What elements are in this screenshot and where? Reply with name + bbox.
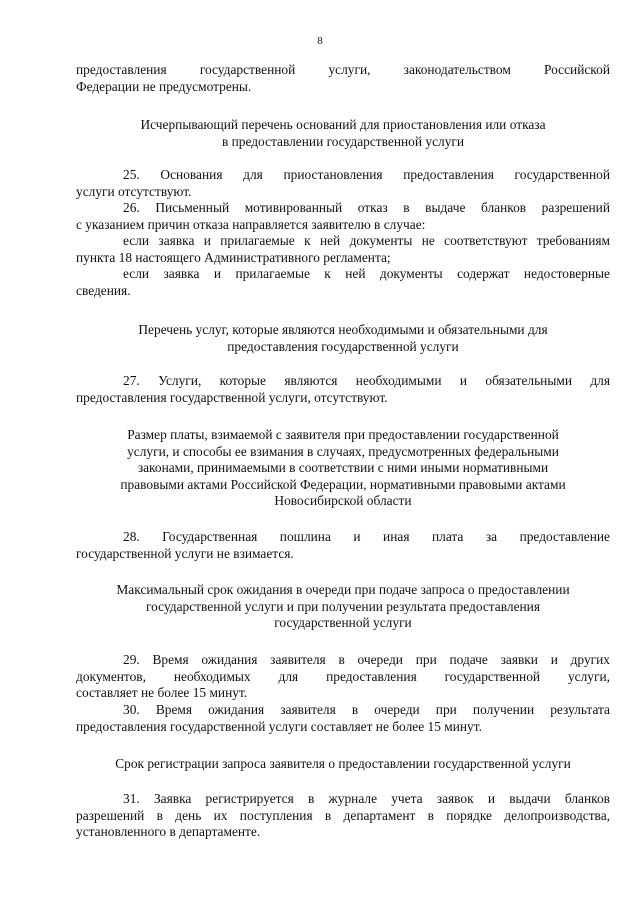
page-number: 8 (317, 35, 323, 47)
heading-line: правовыми актами Российской Федерации, нормативными правовыми актами (120, 476, 566, 492)
section-heading-refusal-grounds (76, 117, 610, 150)
heading-line: государственной услуги и при получении результата предоставления (145, 598, 541, 614)
text-line: документов, необходимых для предоставления государственной услуги, (76, 668, 610, 684)
section-heading-fee (76, 427, 610, 510)
section-heading-registration-term (76, 756, 610, 773)
text-line: 30. Время ожидания заявителя в очереди при получении результата (123, 702, 610, 717)
text-line: предоставления государственной услуги, законодательством Российской (76, 62, 610, 77)
heading-line: Срок регистрации запроса заявителя о предоставлении государственной услуги (115, 756, 571, 771)
text-line: услуги отсутствуют. (76, 183, 192, 199)
text-line: Федерации не предусмотрены. (76, 78, 252, 94)
paragraph-31 (76, 791, 610, 841)
text-line: сведения. (76, 282, 131, 298)
paragraph-29 (76, 652, 610, 702)
heading-line: предоставления государственной услуги (227, 338, 459, 354)
text-line: пункта 18 настоящего Административного регламента; (76, 249, 391, 265)
heading-line: законами, принимаемыми в соответствии с ними иными нормативными (137, 460, 549, 475)
paragraph-27 (76, 373, 610, 406)
heading-line: Новосибирской области (274, 493, 412, 508)
section-heading-queue-time (76, 582, 610, 632)
text-line: предоставления государственной услуги составляет не более 15 минут. (76, 718, 482, 734)
text-line: установленного в департаменте. (76, 824, 261, 839)
text-line: 31. Заявка регистрируется в журнале учета заявок и выдачи бланков (123, 791, 610, 806)
text-line: 29. Время ожидания заявителя в очереди при подаче заявки и других (123, 652, 610, 667)
text-line: 28. Государственная пошлина и иная плата за предоставление (123, 529, 610, 544)
heading-line: в предоставлении государственной услуги (221, 133, 465, 149)
heading-line: Перечень услуг, которые являются необходимыми и обязательными для (138, 322, 548, 337)
text-line: составляет не более 15 минут. (76, 685, 248, 700)
paragraph-continuation (76, 62, 610, 95)
heading-line: Исчерпывающий перечень оснований для приостановления или отказа (140, 117, 546, 132)
text-line: 26. Письменный мотивированный отказ в выдаче бланков разрешений (123, 200, 610, 215)
heading-line: Максимальный срок ожидания в очереди при подаче запроса о предоставлении (116, 582, 570, 597)
heading-line: услуги, и способы ее взимания в случаях, предусмотренных федеральными (127, 443, 559, 459)
text-line: если заявка и прилагаемые к ней документы не соответствуют требованиям (123, 233, 610, 248)
paragraph-30 (76, 702, 610, 735)
heading-line: Размер платы, взимаемой с заявителя при предоставлении государственной (127, 427, 559, 442)
text-line: государственной услуги не взимается. (76, 545, 294, 561)
text-line: 25. Основания для приостановления предоставления государственной (123, 167, 610, 182)
paragraph-25 (76, 167, 610, 200)
text-line: с указанием причин отказа направляется заявителю в случае: (76, 216, 426, 232)
text-line: 27. Услуги, которые являются необходимыми и обязательными для (123, 373, 610, 388)
text-line: разрешений в день их поступления в департамент в порядке делопроизводства, (76, 807, 610, 823)
section-heading-required-services (76, 322, 610, 355)
heading-line: государственной услуги (274, 615, 412, 630)
text-line: предоставления государственной услуги, отсутствуют. (76, 389, 388, 405)
text-line: если заявка и прилагаемые к ней документы содержат недостоверные (123, 266, 610, 281)
paragraph-28 (76, 529, 610, 562)
paragraph-26 (76, 200, 610, 299)
